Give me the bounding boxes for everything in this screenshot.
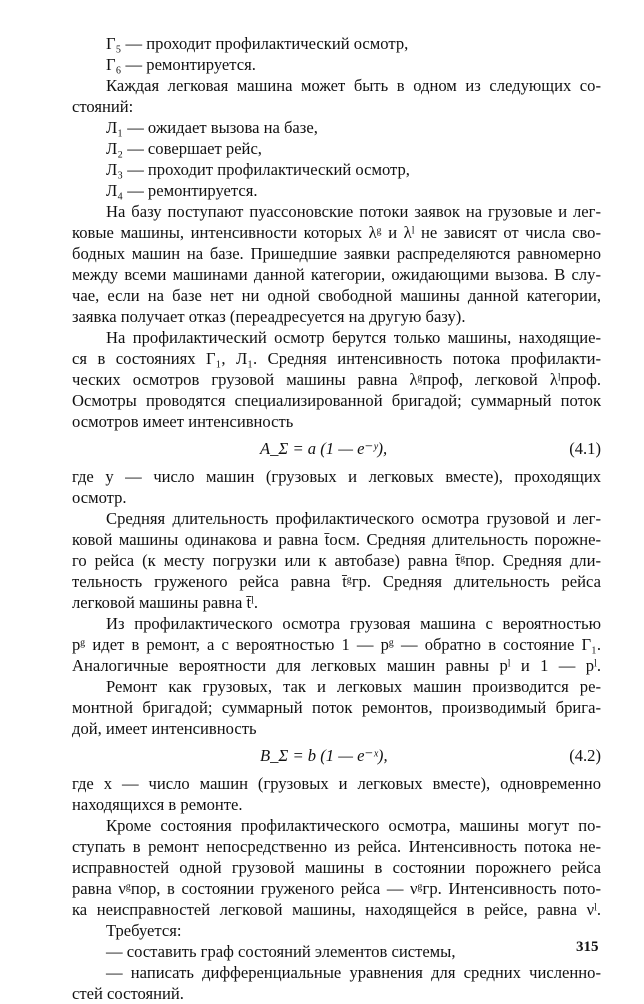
text-line: го рейса (к месту погрузки или к автобазе) равна t̄ᵍпор. Средняя дли- xyxy=(72,551,601,570)
text-line: исправностей одной грузовой машины в состоянии порожнего рейса xyxy=(72,858,601,877)
text-line: ка неисправностей легковой машины, находящейся в рейсе, равна νˡ. xyxy=(72,900,601,919)
text-line: Л₂ — совершает рейс, xyxy=(106,139,262,158)
text-line: чае, если на базе нет ни одной свободной машины данной категории, xyxy=(72,286,601,305)
text-line: монтной бригадой; суммарный поток ремонтов, производимый брига- xyxy=(72,698,601,717)
text-line: — составить граф состояний элементов системы, xyxy=(106,942,456,961)
text-line: легковой машины равна t̄ˡ. xyxy=(72,593,259,612)
paragraph-block-1 xyxy=(72,33,601,432)
equation-number: (4.2) xyxy=(569,746,601,765)
text-line: ковой машины одинакова и равна t̄осм. Средняя длительность порожне- xyxy=(72,530,601,549)
text-line: Из профилактического осмотра грузовая машина с вероятностью xyxy=(106,614,601,633)
text-line: Л₁ — ожидает вызова на базе, xyxy=(106,118,318,137)
text-line: На профилактический осмотр берутся только машины, находящие- xyxy=(106,328,601,347)
text-line: ступать в ремонт непосредственно из рейса. Интенсивность потока не- xyxy=(72,837,601,856)
text-line: Осмотры проводятся специализированной бригадой; суммарный поток xyxy=(72,391,601,410)
text-line: равна νᵍпор, в состоянии груженого рейса — νᵍгр. Интенсивность пото- xyxy=(72,879,601,898)
text-line: Каждая легковая машина может быть в одном из следующих со- xyxy=(106,76,601,95)
text-line: находящихся в ремонте. xyxy=(72,795,243,814)
text-line: ся в состояниях Г₁, Л₁. Средняя интенсивность потока профилакти- xyxy=(72,349,601,368)
text-line: Г₅ — проходит профилактический осмотр, xyxy=(106,34,409,53)
text-body xyxy=(72,33,601,1004)
text-line: Л₄ — ремонтируется. xyxy=(106,181,258,200)
text-line: Аналогичные вероятности для легковых машин равны pˡ и 1 — pˡ. xyxy=(72,656,601,675)
text-line: осмотр. xyxy=(72,488,127,507)
text-line: стей состояний. xyxy=(72,984,184,1003)
text-line: На базу поступают пуассоновские потоки заявок на грузовые и лег- xyxy=(106,202,601,221)
text-line: Требуется: xyxy=(106,921,182,940)
text-line: Кроме состояния профилактического осмотра, машины могут по- xyxy=(106,816,601,835)
text-line: заявка получает отказ (переадресуется на другую базу). xyxy=(72,307,466,326)
text-line: где x — число машин (грузовых и легковых вместе), одновременно xyxy=(72,774,601,793)
text-line: Средняя длительность профилактического осмотра грузовой и лег- xyxy=(106,509,601,528)
text-line: pᵍ идет в ремонт, а с вероятностью 1 — pᵍ — обратно в состояние Г₁. xyxy=(72,635,601,654)
page-number: 315 xyxy=(576,939,599,955)
text-line: осмотров имеет интенсивность xyxy=(72,412,294,431)
equation-number: (4.1) xyxy=(569,439,601,458)
text-line: стояний: xyxy=(72,97,134,116)
equation-formula: A_Σ = a (1 — e⁻ʸ), xyxy=(260,439,388,458)
text-line: тельность груженого рейса равна t̄ᵍгр. Средняя длительность рейса xyxy=(72,572,601,591)
paragraph-block-3 xyxy=(72,773,601,1004)
text-line: бодных машин на базе. Пришедшие заявки распределяются равномерно xyxy=(72,244,601,263)
equation-4-2 xyxy=(72,739,601,773)
text-line: — написать дифференциальные уравнения для средних численно- xyxy=(106,963,601,982)
equation-4-1 xyxy=(72,432,601,466)
equation-formula: B_Σ = b (1 — e⁻ˣ), xyxy=(260,746,388,765)
text-line: Г₆ — ремонтируется. xyxy=(106,55,256,74)
text-line: Л₃ — проходит профилактический осмотр, xyxy=(106,160,410,179)
text-line: ческих осмотров грузовой машины равна λᵍпроф, легковой λˡпроф. xyxy=(72,370,601,389)
paragraph-block-2 xyxy=(72,466,601,739)
text-line: Ремонт как грузовых, так и легковых машин производится ре- xyxy=(106,677,601,696)
text-line: дой, имеет интенсивность xyxy=(72,719,257,738)
text-line: ковые машины, интенсивности которых λᵍ и λˡ не зависят от числа сво- xyxy=(72,223,601,242)
text-line: между всеми машинами данной категории, ожидающими вызова. В слу- xyxy=(72,265,601,284)
text-line: где y — число машин (грузовых и легковых вместе), проходящих xyxy=(72,467,601,486)
